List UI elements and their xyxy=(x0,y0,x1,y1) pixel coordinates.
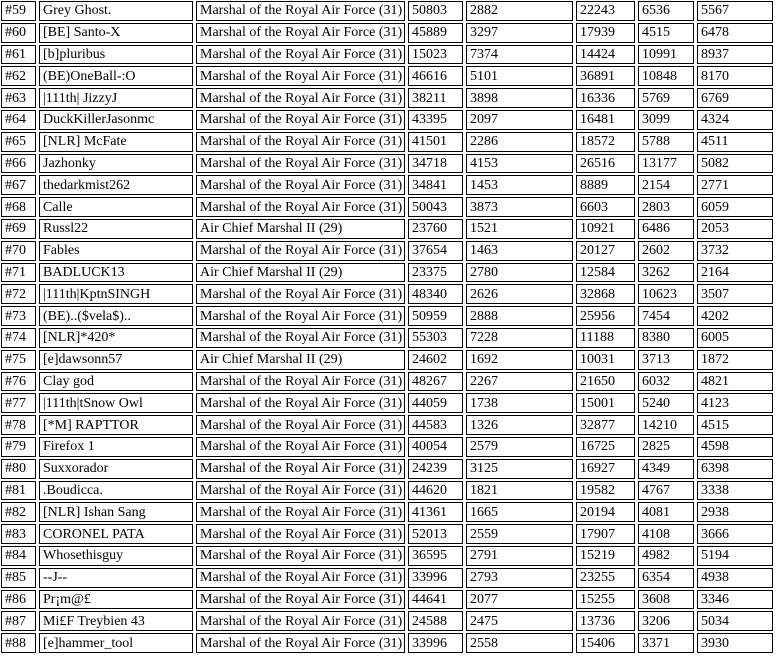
rank-title-cell: Marshal of the Royal Air Force (31) xyxy=(196,481,405,501)
rank-title-cell: Marshal of the Royal Air Force (31) xyxy=(196,546,405,566)
rank-title-cell: Marshal of the Royal Air Force (31) xyxy=(196,110,405,130)
player-name-cell: Pr¡m@£ xyxy=(39,590,193,610)
stat-cell-1: 44059 xyxy=(408,393,463,413)
stat-cell-2: 2793 xyxy=(466,568,573,588)
stat-cell-3: 16725 xyxy=(576,437,635,457)
table-row xyxy=(1,393,773,413)
stat-cell-4: 13177 xyxy=(638,154,694,174)
player-name-cell: [BE] Santo-X xyxy=(39,23,193,43)
player-name-cell: Calle xyxy=(39,197,193,217)
stat-cell-4: 4081 xyxy=(638,502,694,522)
stat-cell-5: 3346 xyxy=(697,590,773,610)
table-row xyxy=(1,372,773,392)
player-name-cell: Russl22 xyxy=(39,219,193,239)
player-name-cell: Suxxorador xyxy=(39,459,193,479)
stat-cell-1: 48267 xyxy=(408,372,463,392)
stat-cell-2: 7228 xyxy=(466,328,573,348)
stat-cell-2: 2888 xyxy=(466,306,573,326)
player-name-cell: [e]dawsonn57 xyxy=(39,350,193,370)
stat-cell-1: 24602 xyxy=(408,350,463,370)
stat-cell-4: 3713 xyxy=(638,350,694,370)
stat-cell-2: 4153 xyxy=(466,154,573,174)
player-name-cell: (BE)OneBall-:O xyxy=(39,66,193,86)
stat-cell-2: 1665 xyxy=(466,502,573,522)
stat-cell-5: 2771 xyxy=(697,175,773,195)
player-name-cell: --J-- xyxy=(39,568,193,588)
rank-title-cell: Marshal of the Royal Air Force (31) xyxy=(196,88,405,108)
stat-cell-4: 5769 xyxy=(638,88,694,108)
stat-cell-3: 26516 xyxy=(576,154,635,174)
stat-cell-1: 50043 xyxy=(408,197,463,217)
table-row xyxy=(1,481,773,501)
stat-cell-3: 36891 xyxy=(576,66,635,86)
stat-cell-1: 33996 xyxy=(408,568,463,588)
stat-cell-2: 1463 xyxy=(466,241,573,261)
rank-position-cell: #71 xyxy=(1,263,36,283)
table-row xyxy=(1,415,773,435)
stat-cell-1: 46616 xyxy=(408,66,463,86)
stat-cell-5: 4324 xyxy=(697,110,773,130)
stat-cell-3: 15406 xyxy=(576,633,635,653)
rank-title-cell: Marshal of the Royal Air Force (31) xyxy=(196,502,405,522)
stat-cell-4: 2154 xyxy=(638,175,694,195)
player-name-cell: [NLR]*420* xyxy=(39,328,193,348)
stat-cell-4: 14210 xyxy=(638,415,694,435)
rank-position-cell: #70 xyxy=(1,241,36,261)
rank-position-cell: #65 xyxy=(1,132,36,152)
rank-title-cell: Marshal of the Royal Air Force (31) xyxy=(196,66,405,86)
stat-cell-4: 2825 xyxy=(638,437,694,457)
stat-cell-3: 21650 xyxy=(576,372,635,392)
stat-cell-5: 4938 xyxy=(697,568,773,588)
stat-cell-2: 3898 xyxy=(466,88,573,108)
stat-cell-5: 1872 xyxy=(697,350,773,370)
stat-cell-3: 16927 xyxy=(576,459,635,479)
stat-cell-4: 5240 xyxy=(638,393,694,413)
stat-cell-5: 3338 xyxy=(697,481,773,501)
rank-position-cell: #85 xyxy=(1,568,36,588)
stat-cell-2: 2626 xyxy=(466,284,573,304)
stat-cell-1: 34718 xyxy=(408,154,463,174)
player-name-cell: |111th|KptnSINGH xyxy=(39,284,193,304)
rank-title-cell: Marshal of the Royal Air Force (31) xyxy=(196,241,405,261)
stat-cell-4: 6486 xyxy=(638,219,694,239)
stat-cell-1: 37654 xyxy=(408,241,463,261)
stat-cell-1: 41501 xyxy=(408,132,463,152)
player-name-cell: .Boudicca. xyxy=(39,481,193,501)
stat-cell-5: 6769 xyxy=(697,88,773,108)
stat-cell-1: 45889 xyxy=(408,23,463,43)
table-row xyxy=(1,437,773,457)
rank-title-cell: Marshal of the Royal Air Force (31) xyxy=(196,197,405,217)
stat-cell-1: 44583 xyxy=(408,415,463,435)
rank-position-cell: #88 xyxy=(1,633,36,653)
rank-title-cell: Marshal of the Royal Air Force (31) xyxy=(196,393,405,413)
rank-position-cell: #59 xyxy=(1,1,36,21)
rank-position-cell: #86 xyxy=(1,590,36,610)
stat-cell-1: 48340 xyxy=(408,284,463,304)
player-name-cell: BADLUCK13 xyxy=(39,263,193,283)
stat-cell-5: 4515 xyxy=(697,415,773,435)
rank-position-cell: #60 xyxy=(1,23,36,43)
stat-cell-3: 12584 xyxy=(576,263,635,283)
stat-cell-4: 4515 xyxy=(638,23,694,43)
rank-position-cell: #72 xyxy=(1,284,36,304)
stat-cell-3: 32868 xyxy=(576,284,635,304)
table-row xyxy=(1,568,773,588)
rank-title-cell: Marshal of the Royal Air Force (31) xyxy=(196,23,405,43)
stat-cell-3: 20194 xyxy=(576,502,635,522)
rank-title-cell: Marshal of the Royal Air Force (31) xyxy=(196,45,405,65)
table-row xyxy=(1,197,773,217)
stat-cell-4: 10623 xyxy=(638,284,694,304)
stat-cell-5: 6005 xyxy=(697,328,773,348)
stat-cell-3: 15219 xyxy=(576,546,635,566)
table-row xyxy=(1,263,773,283)
stat-cell-2: 2558 xyxy=(466,633,573,653)
stat-cell-1: 50959 xyxy=(408,306,463,326)
rank-position-cell: #78 xyxy=(1,415,36,435)
stat-cell-2: 1326 xyxy=(466,415,573,435)
rank-position-cell: #80 xyxy=(1,459,36,479)
rank-position-cell: #62 xyxy=(1,66,36,86)
stat-cell-2: 2077 xyxy=(466,590,573,610)
rank-position-cell: #63 xyxy=(1,88,36,108)
stat-cell-2: 2267 xyxy=(466,372,573,392)
rank-position-cell: #87 xyxy=(1,611,36,631)
table-row xyxy=(1,284,773,304)
stat-cell-1: 33996 xyxy=(408,633,463,653)
table-row xyxy=(1,306,773,326)
rank-title-cell: Marshal of the Royal Air Force (31) xyxy=(196,437,405,457)
stat-cell-4: 4108 xyxy=(638,524,694,544)
stat-cell-1: 24588 xyxy=(408,611,463,631)
rank-position-cell: #81 xyxy=(1,481,36,501)
player-name-cell: Jazhonky xyxy=(39,154,193,174)
stat-cell-1: 15023 xyxy=(408,45,463,65)
player-name-cell: DuckKillerJasonmc xyxy=(39,110,193,130)
stat-cell-4: 2602 xyxy=(638,241,694,261)
stat-cell-3: 17939 xyxy=(576,23,635,43)
rank-position-cell: #69 xyxy=(1,219,36,239)
table-row xyxy=(1,546,773,566)
player-name-cell: [NLR] Ishan Sang xyxy=(39,502,193,522)
table-row xyxy=(1,132,773,152)
stat-cell-5: 8937 xyxy=(697,45,773,65)
player-name-cell: |111th| JizzyJ xyxy=(39,88,193,108)
rank-title-cell: Marshal of the Royal Air Force (31) xyxy=(196,633,405,653)
rank-title-cell: Air Chief Marshal II (29) xyxy=(196,219,405,239)
player-name-cell: Clay god xyxy=(39,372,193,392)
stat-cell-5: 8170 xyxy=(697,66,773,86)
stat-cell-1: 44641 xyxy=(408,590,463,610)
table-row xyxy=(1,219,773,239)
rank-position-cell: #84 xyxy=(1,546,36,566)
stat-cell-3: 10921 xyxy=(576,219,635,239)
stat-cell-4: 2803 xyxy=(638,197,694,217)
stat-cell-1: 34841 xyxy=(408,175,463,195)
table-row xyxy=(1,524,773,544)
leaderboard-body xyxy=(1,1,773,653)
stat-cell-5: 5194 xyxy=(697,546,773,566)
table-row xyxy=(1,175,773,195)
table-row xyxy=(1,328,773,348)
stat-cell-4: 3262 xyxy=(638,263,694,283)
table-row xyxy=(1,502,773,522)
stat-cell-5: 5567 xyxy=(697,1,773,21)
stat-cell-5: 3930 xyxy=(697,633,773,653)
stat-cell-2: 1738 xyxy=(466,393,573,413)
stat-cell-4: 10848 xyxy=(638,66,694,86)
stat-cell-4: 5788 xyxy=(638,132,694,152)
player-name-cell: thedarkmist262 xyxy=(39,175,193,195)
rank-title-cell: Marshal of the Royal Air Force (31) xyxy=(196,284,405,304)
stat-cell-4: 4982 xyxy=(638,546,694,566)
player-name-cell: [b]pluribus xyxy=(39,45,193,65)
stat-cell-4: 6536 xyxy=(638,1,694,21)
rank-title-cell: Marshal of the Royal Air Force (31) xyxy=(196,132,405,152)
stat-cell-3: 10031 xyxy=(576,350,635,370)
player-name-cell: Mi£F Treybien 43 xyxy=(39,611,193,631)
stat-cell-3: 19582 xyxy=(576,481,635,501)
stat-cell-3: 14424 xyxy=(576,45,635,65)
player-name-cell: [*M] RAPTTOR xyxy=(39,415,193,435)
rank-position-cell: #73 xyxy=(1,306,36,326)
stat-cell-5: 6398 xyxy=(697,459,773,479)
player-name-cell: |111th|tSnow Owl xyxy=(39,393,193,413)
rank-title-cell: Marshal of the Royal Air Force (31) xyxy=(196,415,405,435)
table-row xyxy=(1,633,773,653)
stat-cell-2: 2286 xyxy=(466,132,573,152)
player-name-cell: [NLR] McFate xyxy=(39,132,193,152)
rank-position-cell: #66 xyxy=(1,154,36,174)
stat-cell-5: 4202 xyxy=(697,306,773,326)
stat-cell-3: 15001 xyxy=(576,393,635,413)
stat-cell-2: 1453 xyxy=(466,175,573,195)
rank-title-cell: Air Chief Marshal II (29) xyxy=(196,263,405,283)
stat-cell-1: 44620 xyxy=(408,481,463,501)
stat-cell-3: 32877 xyxy=(576,415,635,435)
stat-cell-1: 43395 xyxy=(408,110,463,130)
rank-title-cell: Marshal of the Royal Air Force (31) xyxy=(196,524,405,544)
stat-cell-5: 2938 xyxy=(697,502,773,522)
stat-cell-5: 4511 xyxy=(697,132,773,152)
stat-cell-3: 20127 xyxy=(576,241,635,261)
stat-cell-4: 3206 xyxy=(638,611,694,631)
stat-cell-2: 2097 xyxy=(466,110,573,130)
stat-cell-5: 3507 xyxy=(697,284,773,304)
stat-cell-5: 2053 xyxy=(697,219,773,239)
table-row xyxy=(1,611,773,631)
stat-cell-1: 55303 xyxy=(408,328,463,348)
table-row xyxy=(1,459,773,479)
stat-cell-4: 6354 xyxy=(638,568,694,588)
rank-title-cell: Marshal of the Royal Air Force (31) xyxy=(196,568,405,588)
stat-cell-2: 2579 xyxy=(466,437,573,457)
table-row xyxy=(1,154,773,174)
table-row xyxy=(1,23,773,43)
stat-cell-1: 24239 xyxy=(408,459,463,479)
rank-title-cell: Marshal of the Royal Air Force (31) xyxy=(196,611,405,631)
rank-title-cell: Marshal of the Royal Air Force (31) xyxy=(196,372,405,392)
stat-cell-4: 6032 xyxy=(638,372,694,392)
stat-cell-4: 8380 xyxy=(638,328,694,348)
stat-cell-5: 5082 xyxy=(697,154,773,174)
player-name-cell: Firefox 1 xyxy=(39,437,193,457)
rank-position-cell: #61 xyxy=(1,45,36,65)
stat-cell-5: 3666 xyxy=(697,524,773,544)
stat-cell-3: 22243 xyxy=(576,1,635,21)
player-name-cell: CORONEL PATA xyxy=(39,524,193,544)
stat-cell-1: 38211 xyxy=(408,88,463,108)
rank-title-cell: Marshal of the Royal Air Force (31) xyxy=(196,328,405,348)
player-name-cell: Fables xyxy=(39,241,193,261)
stat-cell-4: 10991 xyxy=(638,45,694,65)
rank-title-cell: Marshal of the Royal Air Force (31) xyxy=(196,1,405,21)
stat-cell-5: 5034 xyxy=(697,611,773,631)
stat-cell-5: 2164 xyxy=(697,263,773,283)
stat-cell-2: 1821 xyxy=(466,481,573,501)
stat-cell-4: 3371 xyxy=(638,633,694,653)
rank-position-cell: #82 xyxy=(1,502,36,522)
stat-cell-5: 4821 xyxy=(697,372,773,392)
rank-title-cell: Marshal of the Royal Air Force (31) xyxy=(196,590,405,610)
stat-cell-5: 4598 xyxy=(697,437,773,457)
stat-cell-1: 23375 xyxy=(408,263,463,283)
stat-cell-2: 1692 xyxy=(466,350,573,370)
stat-cell-3: 6603 xyxy=(576,197,635,217)
stat-cell-3: 16336 xyxy=(576,88,635,108)
stat-cell-2: 3873 xyxy=(466,197,573,217)
stat-cell-1: 23760 xyxy=(408,219,463,239)
stat-cell-1: 52013 xyxy=(408,524,463,544)
table-row xyxy=(1,590,773,610)
table-row xyxy=(1,66,773,86)
rank-position-cell: #74 xyxy=(1,328,36,348)
stat-cell-3: 13736 xyxy=(576,611,635,631)
stat-cell-4: 4349 xyxy=(638,459,694,479)
stat-cell-3: 16481 xyxy=(576,110,635,130)
stat-cell-2: 7374 xyxy=(466,45,573,65)
rank-position-cell: #77 xyxy=(1,393,36,413)
stat-cell-2: 5101 xyxy=(466,66,573,86)
stat-cell-2: 2559 xyxy=(466,524,573,544)
stat-cell-1: 40054 xyxy=(408,437,463,457)
stat-cell-1: 36595 xyxy=(408,546,463,566)
rank-position-cell: #79 xyxy=(1,437,36,457)
rank-position-cell: #68 xyxy=(1,197,36,217)
stat-cell-2: 2780 xyxy=(466,263,573,283)
player-name-cell: [e]hammer_tool xyxy=(39,633,193,653)
stat-cell-3: 11188 xyxy=(576,328,635,348)
rank-position-cell: #64 xyxy=(1,110,36,130)
stat-cell-3: 25956 xyxy=(576,306,635,326)
rank-position-cell: #75 xyxy=(1,350,36,370)
rank-title-cell: Air Chief Marshal II (29) xyxy=(196,350,405,370)
player-name-cell: Grey Ghost. xyxy=(39,1,193,21)
player-name-cell: Whosethisguy xyxy=(39,546,193,566)
stat-cell-5: 6059 xyxy=(697,197,773,217)
table-row xyxy=(1,1,773,21)
stat-cell-2: 1521 xyxy=(466,219,573,239)
rank-position-cell: #83 xyxy=(1,524,36,544)
stat-cell-2: 2882 xyxy=(466,1,573,21)
stat-cell-3: 15255 xyxy=(576,590,635,610)
stat-cell-2: 3297 xyxy=(466,23,573,43)
stat-cell-1: 50803 xyxy=(408,1,463,21)
rank-title-cell: Marshal of the Royal Air Force (31) xyxy=(196,175,405,195)
stat-cell-4: 3099 xyxy=(638,110,694,130)
stat-cell-2: 2475 xyxy=(466,611,573,631)
stat-cell-5: 6478 xyxy=(697,23,773,43)
stat-cell-3: 8889 xyxy=(576,175,635,195)
rank-title-cell: Marshal of the Royal Air Force (31) xyxy=(196,459,405,479)
stat-cell-3: 17907 xyxy=(576,524,635,544)
stat-cell-5: 4123 xyxy=(697,393,773,413)
stat-cell-3: 18572 xyxy=(576,132,635,152)
rank-title-cell: Marshal of the Royal Air Force (31) xyxy=(196,306,405,326)
stat-cell-4: 3608 xyxy=(638,590,694,610)
table-row xyxy=(1,88,773,108)
rank-position-cell: #76 xyxy=(1,372,36,392)
stat-cell-4: 7454 xyxy=(638,306,694,326)
stat-cell-1: 41361 xyxy=(408,502,463,522)
table-row xyxy=(1,241,773,261)
stat-cell-2: 3125 xyxy=(466,459,573,479)
table-row xyxy=(1,110,773,130)
stat-cell-5: 3732 xyxy=(697,241,773,261)
stat-cell-4: 4767 xyxy=(638,481,694,501)
rank-position-cell: #67 xyxy=(1,175,36,195)
player-name-cell: (BE)..($vela$).. xyxy=(39,306,193,326)
table-row xyxy=(1,45,773,65)
table-row xyxy=(1,350,773,370)
rank-title-cell: Marshal of the Royal Air Force (31) xyxy=(196,154,405,174)
stat-cell-3: 23255 xyxy=(576,568,635,588)
stat-cell-2: 2791 xyxy=(466,546,573,566)
